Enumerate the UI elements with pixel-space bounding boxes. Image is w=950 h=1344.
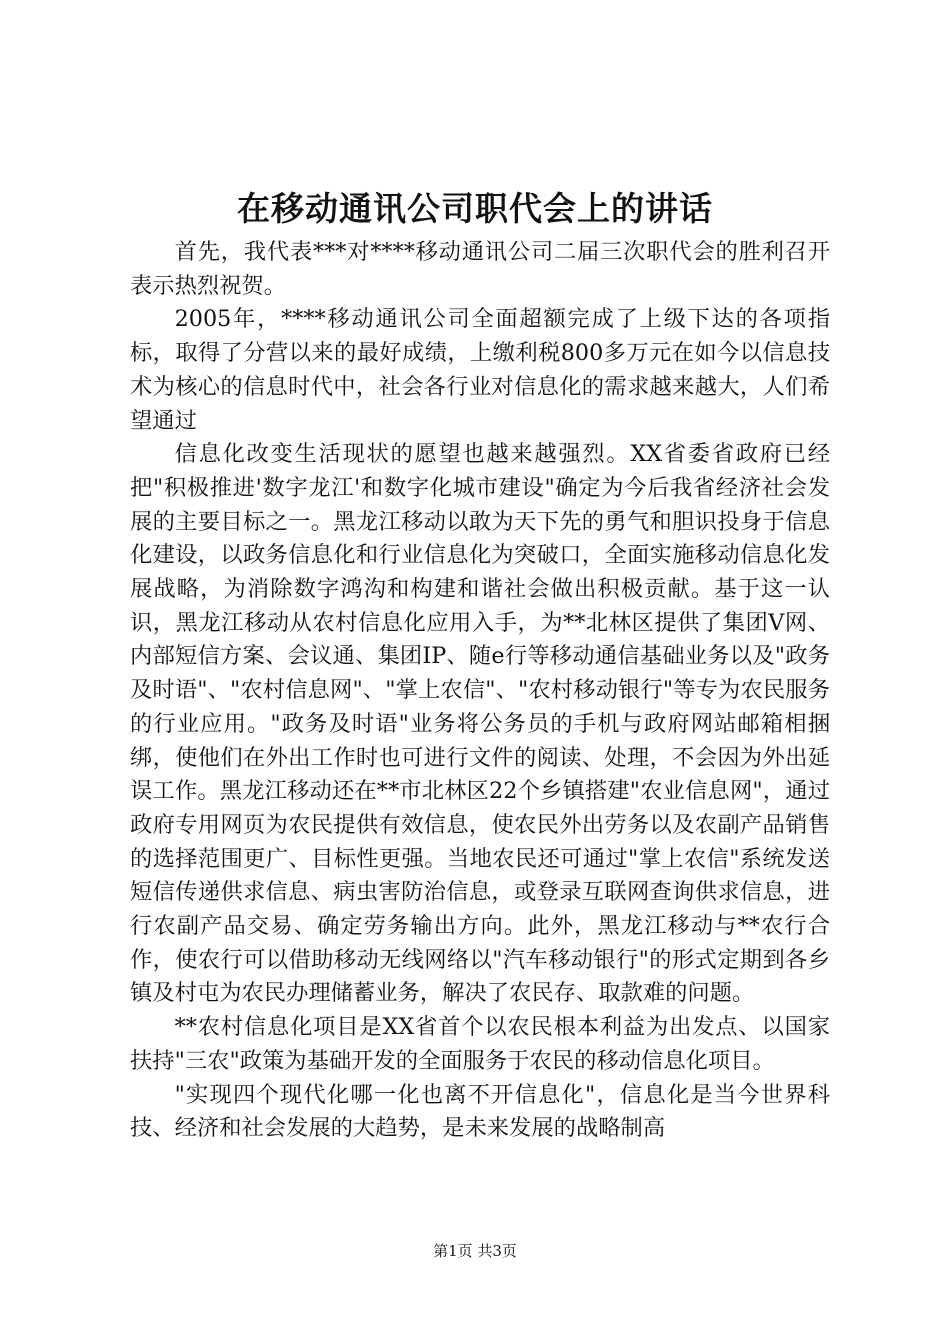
- paragraph-informatization: 信息化改变生活现状的愿望也越来越强烈。XX省委省政府已经把"积极推进'数字龙江'和数字化城市建设"确定为今后我省经济社会发展的主要目标之一。黑龙江移动以敢为天下先的勇气和胆识投身于信息化建设，以政务信息化和行业信息化为突破口，全面实施移动信息化发展战略，为消除数字鸿沟和构建和谐社会做出积极贡献。基于这一认识，黑龙江移动从农村信息化应用入手，为**北林区提供了集团V网、内部短信方案、会议通、集团IP、随e行等移动通信基础业务以及"政务及时语"、"农村信息网"、"掌上农信"、"农村移动银行"等专为农民服务的行业应用。"政务及时语"业务将公务员的手机与政府网站邮箱相捆绑，使他们在外出工作时也可进行文件的阅读、处理，不会因为外出延误工作。黑龙江移动还在**市北林区22个乡镇搭建"农业信息网"，通过政府专用网页为农民提供有效信息，使农民外出劳务以及农副产品销售的选择范围更广、目标性更强。当地农民还可通过"掌上农信"系统发送短信传递供求信息、病虫害防治信息，或登录互联网查询供求信息，进行农副产品交易、确定劳务输出方向。此外，黑龙江移动与**农行合作，使农行可以借助移动无线网络以"汽车移动银行"的形式定期到各乡镇及村屯为农民办理储蓄业务，解决了农民存、取款难的问题。: [130, 441, 830, 1007]
- paragraph-four-modernizations: "实现四个现代化哪一化也离不开信息化"，信息化是当今世界科技、经济和社会发展的大趋势，是未来发展的战略制高: [130, 1081, 830, 1142]
- paragraph-opening: 首先，我代表***对****移动通讯公司二届三次职代会的胜利召开表示热烈祝贺。: [130, 239, 830, 299]
- document-title: 在移动通讯公司职代会上的讲话: [237, 189, 713, 228]
- paragraph-2005-results: 2005年，****移动通讯公司全面超额完成了上级下达的各项指标，取得了分营以来的最好成绩，上缴利税800多万元在如今以信息技术为核心的信息时代中，社会各行业对信息化的需求越来越大，人们希望通过: [130, 306, 830, 434]
- paragraph-rural-project: **农村信息化项目是XX省首个以农民根本利益为出发点、以国家扶持"三农"政策为基础开发的全面服务于农民的移动信息化项目。: [130, 1014, 830, 1074]
- document-body: [130, 236, 830, 1146]
- page-footer: 第1页 共3页: [433, 1242, 517, 1260]
